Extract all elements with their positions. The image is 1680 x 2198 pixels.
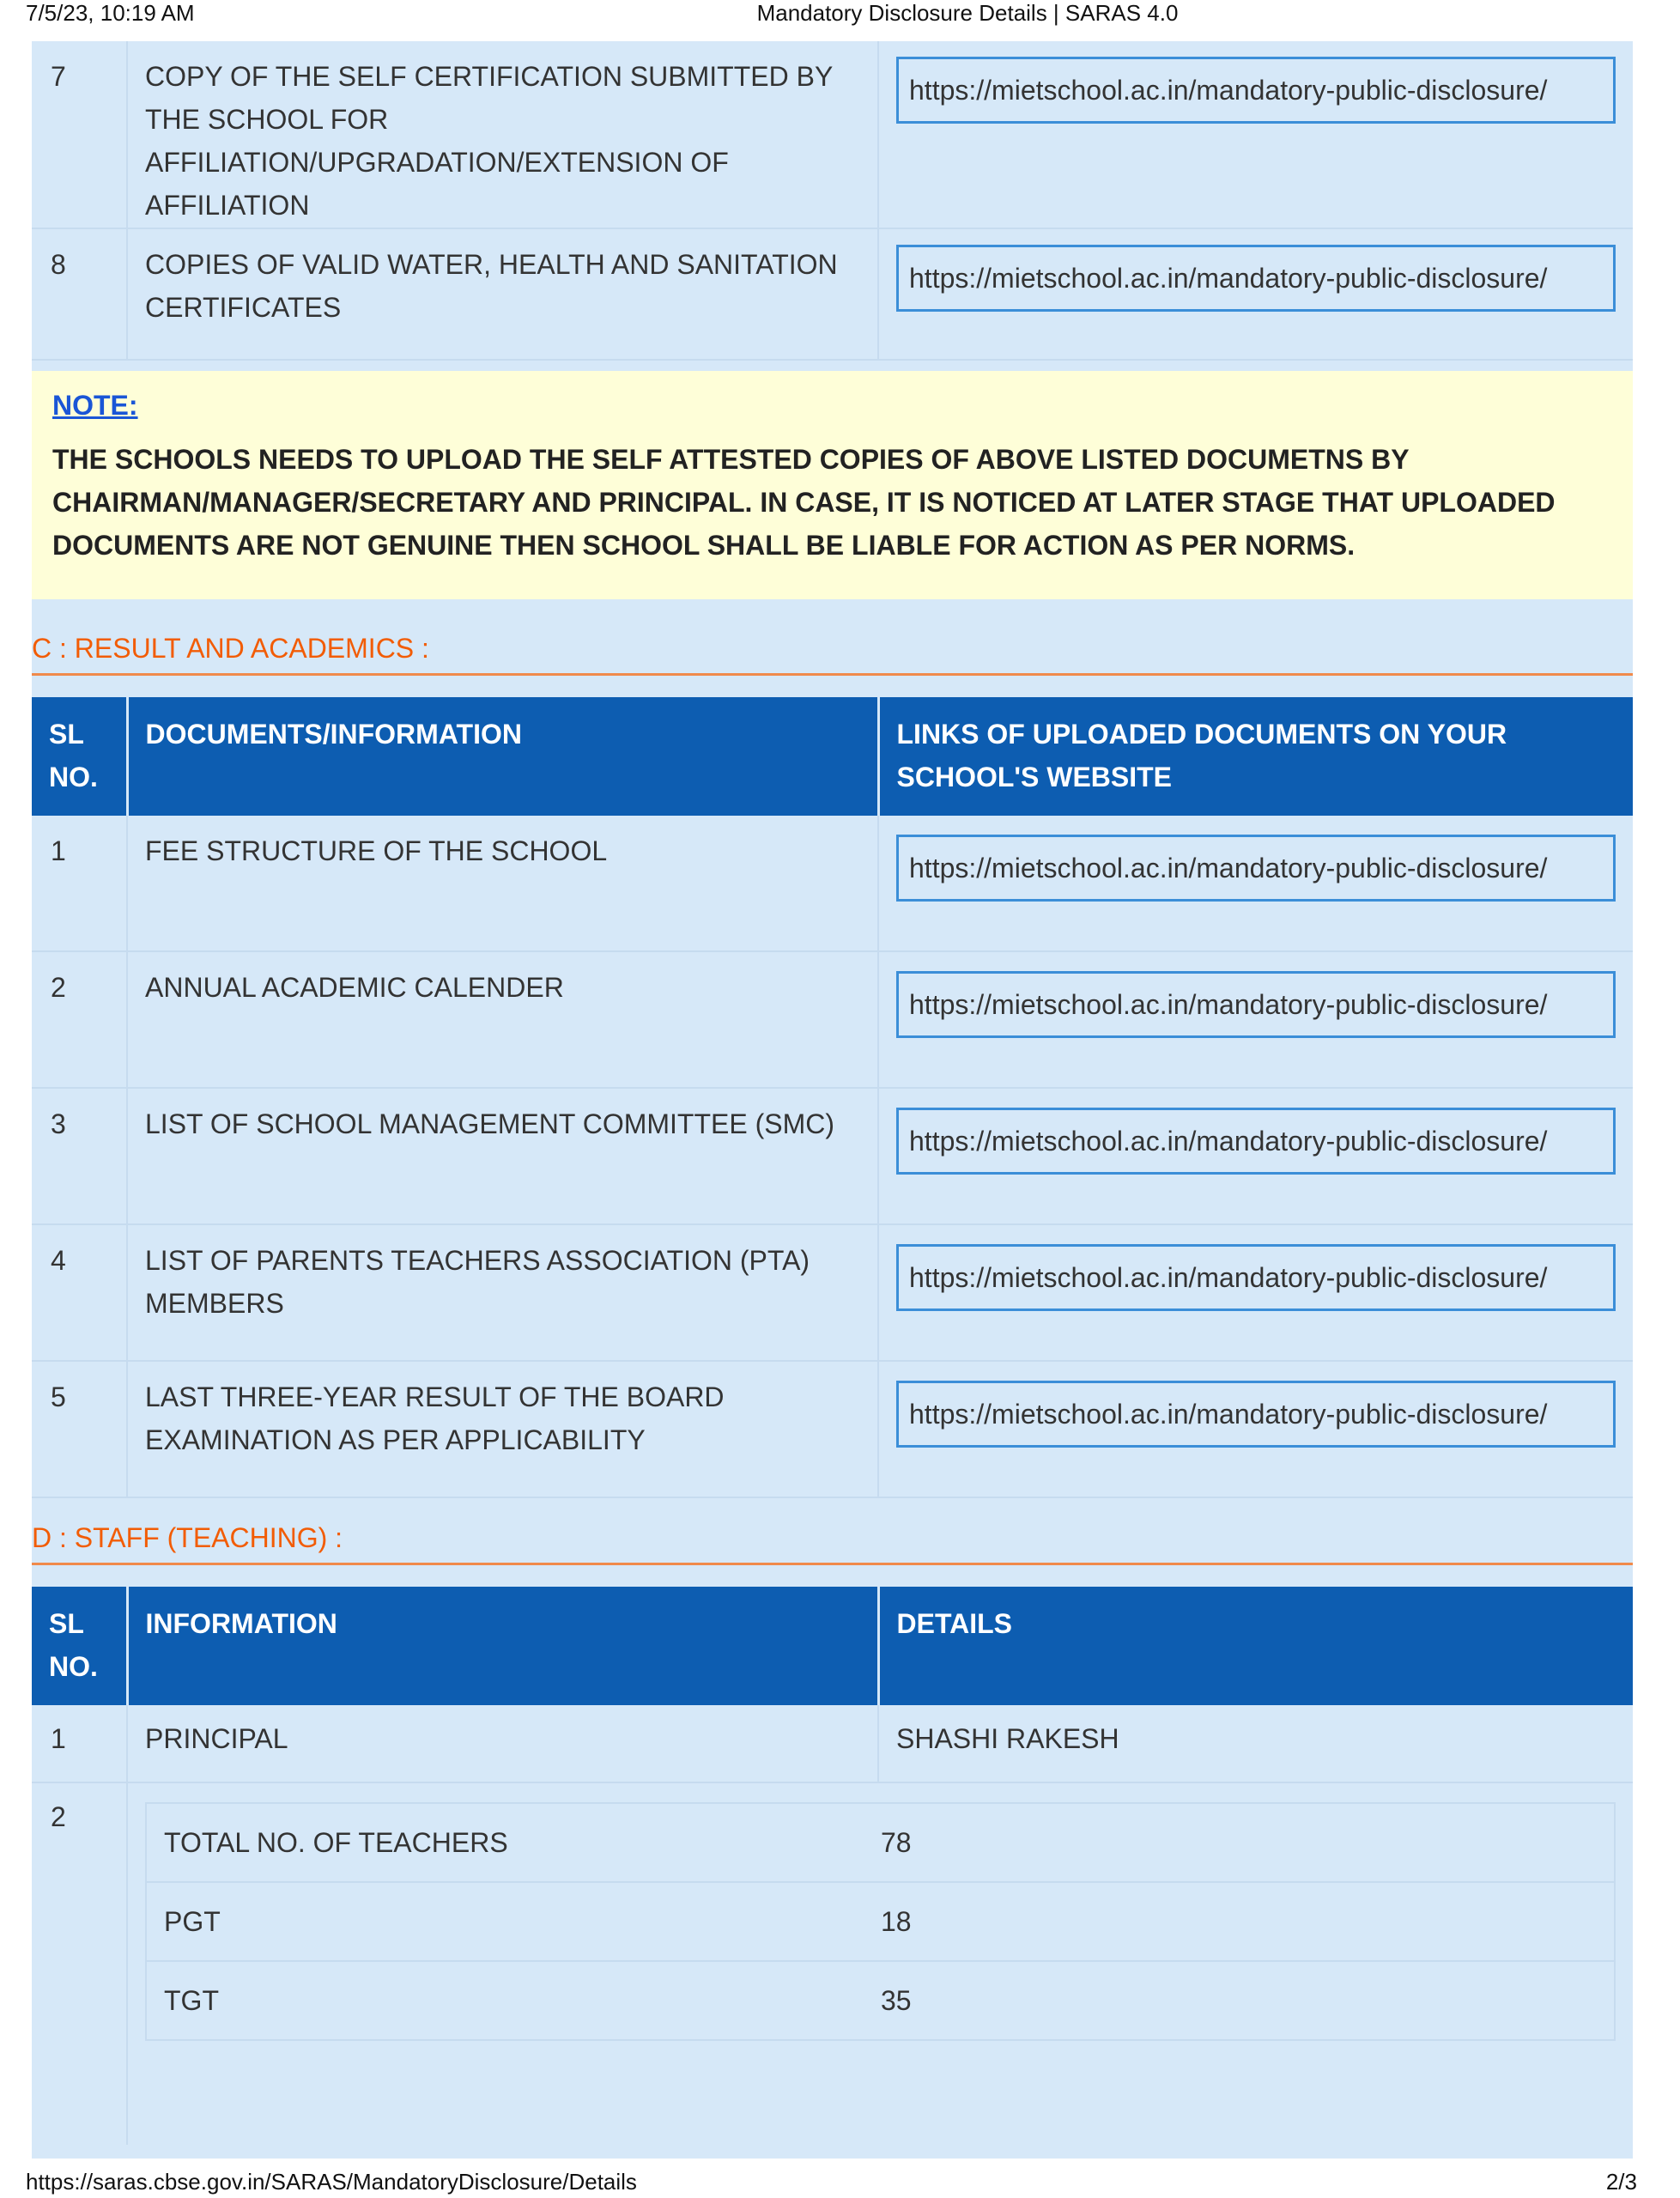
- table-row: [32, 1224, 1633, 1361]
- teacher-count-subtable: [145, 1802, 1616, 2041]
- document-name: LIST OF PARENTS TEACHERS ASSOCIATION (PTA) MEMBERS: [127, 1224, 878, 1361]
- table-row: [32, 951, 1633, 1088]
- section-b-rows: [32, 41, 1633, 361]
- sl-no: 7: [32, 41, 127, 228]
- col-header-information: INFORMATION: [127, 1587, 878, 1705]
- teacher-count-label: TOTAL NO. OF TEACHERS: [164, 1827, 508, 1858]
- document-name: FEE STRUCTURE OF THE SCHOOL: [127, 816, 878, 951]
- document-link-field[interactable]: https://mietschool.ac.in/mandatory-public-disclosure/: [896, 835, 1616, 902]
- print-url: https://saras.cbse.gov.in/SARAS/MandatoryDisclosure/Details: [26, 2169, 637, 2195]
- staff-teaching-table: [32, 1587, 1633, 2145]
- table-row: [32, 1088, 1633, 1224]
- print-header: [0, 0, 1680, 39]
- print-page-number: 2/3: [1605, 2169, 1637, 2195]
- list-item: [147, 1883, 1614, 1962]
- col-header-documents: DOCUMENTS/INFORMATION: [127, 697, 878, 816]
- table-row: [32, 228, 1633, 360]
- print-page-title: Mandatory Disclosure Details | SARAS 4.0: [756, 0, 1179, 26]
- teacher-count-value: 35: [881, 1985, 912, 2016]
- result-academics-table: [32, 697, 1633, 1498]
- teacher-count-label: PGT: [164, 1906, 221, 1937]
- note-box: [32, 371, 1633, 599]
- info-label: PRINCIPAL: [127, 1705, 878, 1782]
- col-header-details: DETAILS: [878, 1587, 1633, 1705]
- table-row: [32, 1782, 1633, 2145]
- table-header-row: [32, 1587, 1633, 1705]
- col-header-sl: SL NO.: [32, 697, 127, 816]
- teacher-count-value: 78: [881, 1827, 912, 1858]
- table-row: [32, 1705, 1633, 1782]
- col-header-links: LINKS OF UPLOADED DOCUMENTS ON YOUR SCHOOL'S WEBSITE: [878, 697, 1633, 816]
- document-link-field[interactable]: https://mietschool.ac.in/mandatory-public-disclosure/: [896, 971, 1616, 1038]
- sl-no: 8: [32, 228, 127, 360]
- document-link-field[interactable]: https://mietschool.ac.in/mandatory-public-disclosure/: [896, 1108, 1616, 1175]
- sl-no: 4: [32, 1224, 127, 1361]
- document-link-field[interactable]: https://mietschool.ac.in/mandatory-public-disclosure/: [896, 1244, 1616, 1311]
- table-row: [32, 816, 1633, 951]
- document-name: ANNUAL ACADEMIC CALENDER: [127, 951, 878, 1088]
- table-row: [32, 1361, 1633, 1497]
- note-text: THE SCHOOLS NEEDS TO UPLOAD THE SELF ATTESTED COPIES OF ABOVE LISTED DOCUMETNS BY CHAIRMAN/MANAGER/SECRETARY AND PRINCIPAL. IN CASE, IT IS NOTICED AT LATER STAGE THAT UPLOADED DOCUMENTS ARE NOT GENUINE THEN SCHOOL SHALL BE LIABLE FOR ACTION AS PER NORMS.: [52, 444, 1556, 561]
- section-d-table: [32, 1587, 1633, 2145]
- sl-no: 3: [32, 1088, 127, 1224]
- print-datetime: 7/5/23, 10:19 AM: [26, 0, 195, 26]
- note-heading: NOTE:: [52, 390, 138, 421]
- list-item: [147, 1804, 1614, 1883]
- sl-no: 1: [32, 816, 127, 951]
- sl-no: 2: [32, 951, 127, 1088]
- document-link-field[interactable]: https://mietschool.ac.in/mandatory-public-disclosure/: [896, 245, 1616, 312]
- print-footer: [0, 2165, 1680, 2198]
- section-c-title: C : RESULT AND ACADEMICS :: [32, 633, 1633, 676]
- section-c-table: [32, 697, 1633, 1498]
- section-d-title: D : STAFF (TEACHING) :: [32, 1522, 1633, 1565]
- teacher-count-label: TGT: [164, 1985, 219, 2016]
- table-row: [32, 41, 1633, 228]
- sl-no: 2: [32, 1782, 127, 2145]
- section-b-table: [32, 41, 1633, 361]
- document-name: COPIES OF VALID WATER, HEALTH AND SANITATION CERTIFICATES: [127, 228, 878, 360]
- teacher-count-value: 18: [881, 1906, 912, 1937]
- disclosure-content: [32, 41, 1633, 2159]
- document-name: COPY OF THE SELF CERTIFICATION SUBMITTED BY THE SCHOOL FOR AFFILIATION/UPGRADATION/EXTENSION OF AFFILIATION: [127, 41, 878, 228]
- col-header-sl: SL NO.: [32, 1587, 127, 1705]
- document-name: LAST THREE-YEAR RESULT OF THE BOARD EXAMINATION AS PER APPLICABILITY: [127, 1361, 878, 1497]
- list-item: [147, 1962, 1614, 2039]
- sl-no: 1: [32, 1705, 127, 1782]
- document-link-field[interactable]: https://mietschool.ac.in/mandatory-public-disclosure/: [896, 1381, 1616, 1448]
- table-header-row: [32, 697, 1633, 816]
- principal-name: SHASHI RAKESH: [878, 1705, 1633, 1782]
- document-name: LIST OF SCHOOL MANAGEMENT COMMITTEE (SMC): [127, 1088, 878, 1224]
- document-link-field[interactable]: https://mietschool.ac.in/mandatory-public-disclosure/: [896, 57, 1616, 124]
- sl-no: 5: [32, 1361, 127, 1497]
